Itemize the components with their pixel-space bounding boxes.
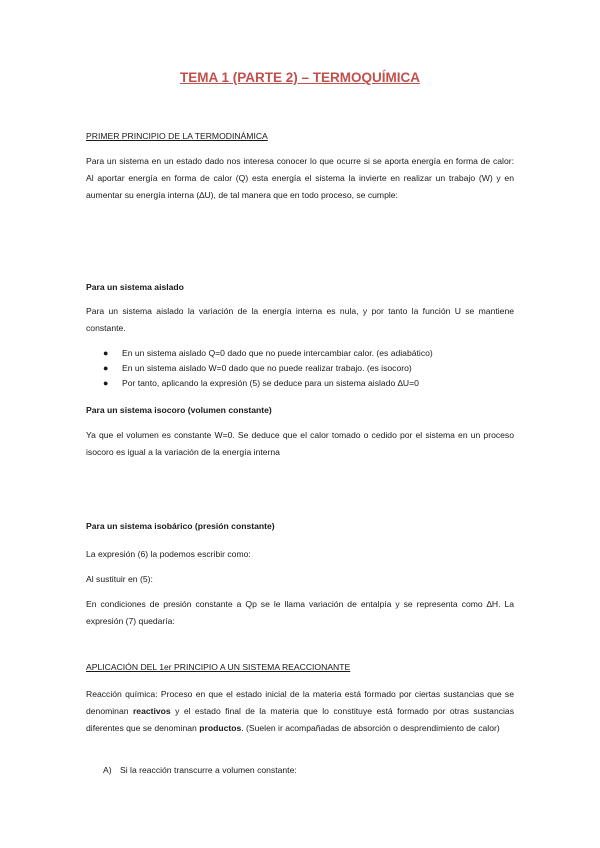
text-expresion-6: La expresión (6) la podemos escribir como: bbox=[86, 549, 251, 559]
heading-sistema-isobarico: Para un sistema isobárico (presión constante) bbox=[86, 521, 275, 531]
list-item-text: Por tanto, aplicando la expresión (5) se deduce para un sistema aislado ∆U=0 bbox=[122, 378, 419, 388]
list-item-text: En un sistema aislado W=0 dado que no puede realizar trabajo. (es isocoro) bbox=[122, 363, 412, 373]
list-item bbox=[103, 765, 297, 775]
bullet-icon: ● bbox=[103, 348, 109, 358]
list-letter: A) bbox=[103, 765, 112, 775]
bullet-icon: ● bbox=[103, 378, 109, 388]
list-item-text: Si la reacción transcurre a volumen constante: bbox=[120, 765, 297, 775]
list-item bbox=[103, 378, 419, 388]
paragraph-reaccion-quimica bbox=[86, 686, 514, 737]
paragraph-sistema-isocoro: Ya que el volumen es constante W=0. Se deduce que el calor tomado o cedido por el sistema en un proceso isocoro es igual a la variación de la energía interna bbox=[86, 430, 514, 457]
heading-sistema-aislado: Para un sistema aislado bbox=[86, 282, 184, 292]
paragraph-primer-principio: Para un sistema en un estado dado nos interesa conocer lo que ocurre si se aporta energía en forma de calor: Al aportar energía en forma de calor (Q) esta energía el sistema la invierte en realizar un trabajo (W) y en aumentar su energía interna (∆U), de tal manera que en todo proceso, se cumple: bbox=[86, 156, 514, 200]
text-sustituir-5: Al sustituir en (5): bbox=[86, 574, 153, 584]
list-item bbox=[103, 348, 433, 358]
paragraph-sistema-aislado: Para un sistema aislado la variación de la energía interna es nula, y por tanto la función U se mantiene constante. bbox=[86, 306, 514, 333]
paragraph-entalpia: En condiciones de presión constante a Qp se le llama variación de entalpía y se representa como ∆H. La expresión (7) quedaría: bbox=[86, 599, 514, 626]
page-title: TEMA 1 (PARTE 2) – TERMOQUÍMICA bbox=[179, 70, 420, 85]
text-run: Reacción química: Proceso en que el estado inicial de la materia está formado por ciertas sustancias que se denominan bbox=[86, 689, 514, 716]
bullet-icon: ● bbox=[103, 363, 109, 373]
text-run: y el estado final de la materia que lo constituye está formado por otras sustancias diferentes que se denominan bbox=[86, 706, 515, 733]
list-item bbox=[103, 363, 412, 373]
text-run: . (Suelen ir acompañadas de absorción o desprendimiento de calor) bbox=[241, 723, 500, 733]
list-item-text: En un sistema aislado Q=0 dado que no puede intercambiar calor. (es adiabático) bbox=[122, 348, 433, 358]
heading-sistema-isocoro: Para un sistema isocoro (volumen constante) bbox=[86, 405, 272, 415]
section-heading-primer-principio: PRIMER PRINCIPIO DE LA TERMODINÁMICA bbox=[86, 131, 268, 141]
term-productos: productos bbox=[199, 723, 242, 733]
section-heading-aplicacion: APLICACIÓN DEL 1er PRINCIPIO A UN SISTEMA REACCIONANTE bbox=[86, 662, 351, 672]
term-reactivos: reactivos bbox=[132, 706, 171, 716]
